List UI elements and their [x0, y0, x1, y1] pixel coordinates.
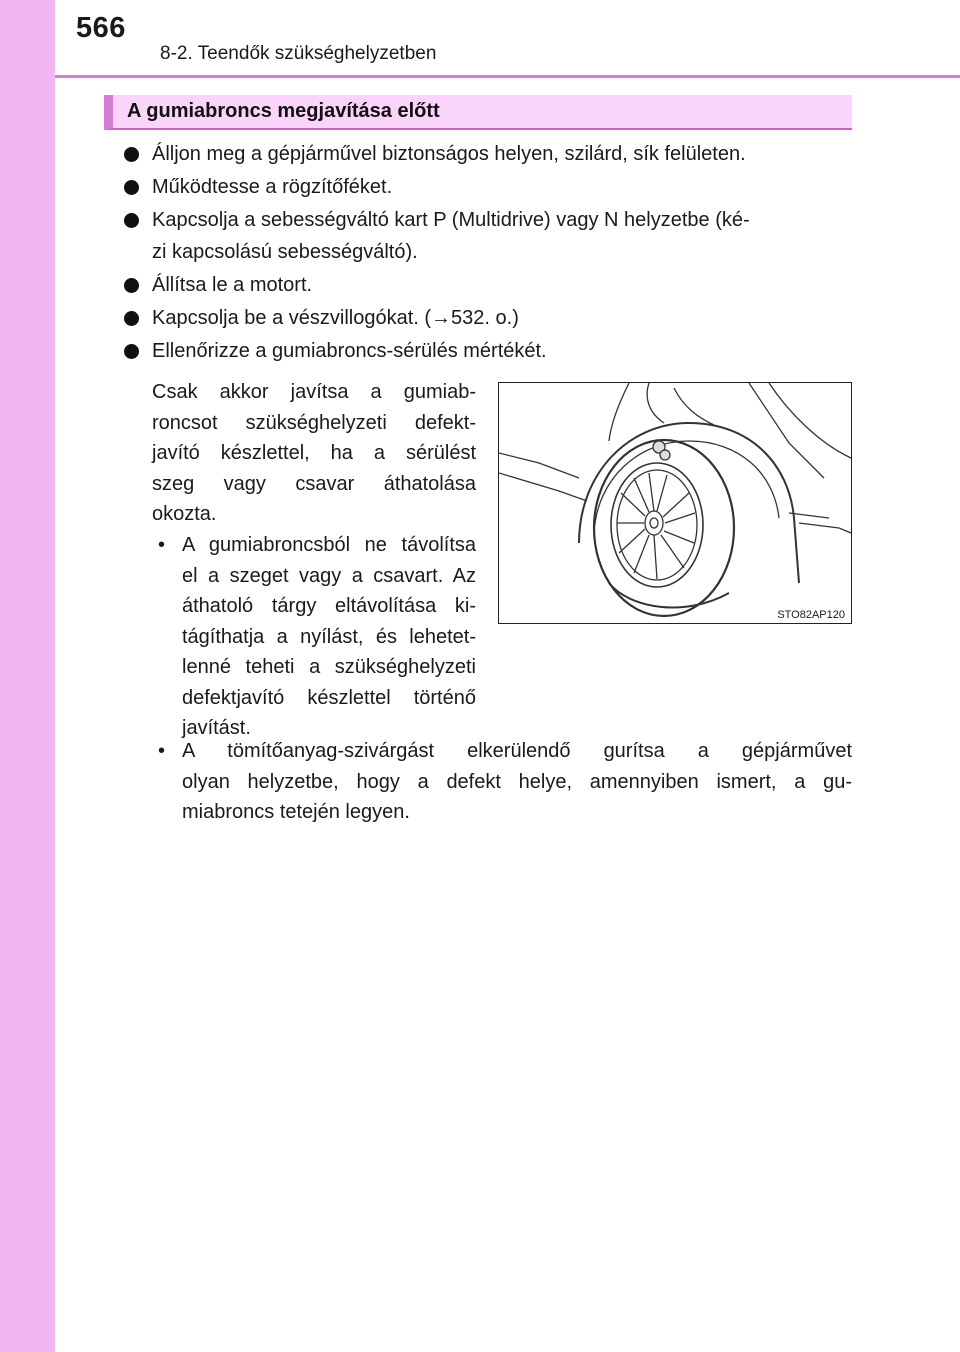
bullet-text: Állítsa le a motort. — [152, 274, 313, 296]
paragraph-line: Csak akkor javítsa a gumiab- — [152, 381, 476, 403]
bullet-dot-icon — [124, 278, 139, 293]
bullet-text: Kapcsolja a sebességváltó kart P (Multidrive) vagy N helyzetbe (ké- — [152, 209, 750, 231]
paragraph-line: szeg vagy csavar áthatolása — [152, 472, 476, 495]
flat-tire-with-nail-icon — [499, 383, 851, 623]
note-line: defektjavító készlettel történő — [182, 686, 476, 709]
header-rule — [55, 75, 960, 78]
figure-code: STO82AP120 — [777, 609, 845, 621]
bullet-text: zi kapcsolású sebességváltó). — [152, 241, 418, 263]
paragraph-line: okozta. — [152, 503, 217, 525]
bullet-dot-icon — [124, 180, 139, 195]
note-line: olyan helyzetbe, hogy a defekt helye, amennyiben ismert, a gu- — [182, 770, 852, 793]
subheading-title: A gumiabroncs megjavítása előtt — [127, 100, 440, 122]
bullet-text: Álljon meg a gépjárművel biztonságos helyen, szilárd, sík felületen. — [152, 143, 746, 165]
note-line: áthatoló tárgy eltávolítása ki- — [182, 595, 476, 617]
info-paragraph — [152, 377, 476, 530]
flat-tire-illustration — [498, 382, 852, 624]
subheading-box — [104, 95, 852, 130]
note-line: el a szeget vagy a csavart. Az — [182, 564, 476, 587]
side-band — [0, 0, 55, 1352]
bullet-dot-icon — [124, 344, 139, 359]
note-text — [182, 736, 852, 828]
page-number: 566 — [76, 12, 126, 44]
paragraph-line: roncsot szükséghelyzeti defekt- — [152, 411, 476, 434]
note-line: lenné teheti a szükséghelyzeti — [182, 656, 476, 678]
bullet-text: Kapcsolja be a vészvillogókat. (→532. o.) — [152, 307, 519, 329]
bullet-text: Működtesse a rögzítőféket. — [152, 176, 393, 198]
bullet-dot-icon — [124, 213, 139, 228]
bullet-dot-icon — [124, 311, 139, 326]
note-line: A tömítőanyag-szivárgást elkerülendő gurítsa a gépjárművet — [182, 740, 852, 762]
paragraph-line: javító készlettel, ha a sérülést — [152, 442, 476, 464]
note-text — [182, 530, 476, 744]
bullet-dot-icon — [124, 147, 139, 162]
note-bullet-icon: • — [158, 740, 166, 762]
bullet-text: Ellenőrizze a gumiabroncs-sérülés mértékét. — [152, 340, 547, 362]
note-line: tágíthatja a nyílást, és lehetet- — [182, 625, 476, 648]
note-line: miabroncs tetején legyen. — [182, 801, 410, 823]
section-title: 8-2. Teendők szükséghelyzetben — [160, 43, 437, 64]
note-line: A gumiabroncsból ne távolítsa — [182, 534, 476, 556]
note-line: javítást. — [182, 717, 251, 739]
note-bullet-icon: • — [158, 534, 166, 556]
